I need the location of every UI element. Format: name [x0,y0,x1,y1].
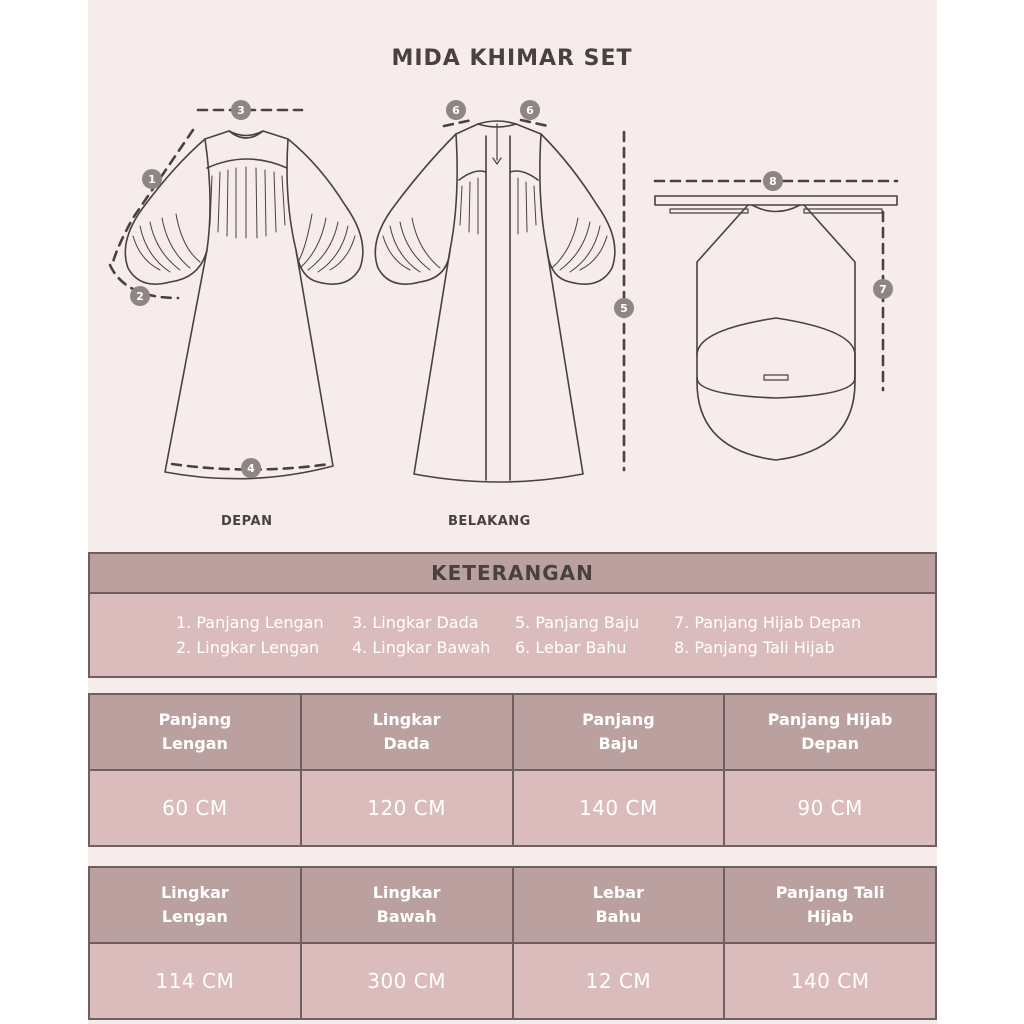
marker-4 [241,458,261,478]
page-title: MIDA KHIMAR SET [391,46,633,71]
marker-1 [142,169,162,189]
legend-item-5: 5. Panjang Baju [515,613,640,632]
marker-8 [763,171,783,191]
marker-2 [130,286,150,306]
value-lingkar-lengan: 114 CM [89,943,301,1019]
legend-column-3 [515,610,639,660]
hijab-drawing [655,196,897,460]
legend-column-4 [674,610,861,660]
marker-5 [614,298,634,318]
value-lingkar-dada: 120 CM [301,770,513,846]
svg-text:8: 8 [769,175,777,188]
svg-text:3: 3 [237,104,245,117]
header-panjang-baju: Panjang Baju [513,694,725,770]
size-table-1-value-row [89,770,936,846]
svg-text:6: 6 [452,104,460,117]
svg-text:2: 2 [136,290,144,303]
svg-text:6: 6 [526,104,534,117]
marker-6-right [520,100,540,120]
svg-text:7: 7 [879,283,887,296]
legend-column-2 [352,610,490,660]
value-lebar-bahu: 12 CM [513,943,725,1019]
marker-6-left [446,100,466,120]
legend-item-4: 4. Lingkar Bawah [352,638,491,657]
size-table-2 [88,866,937,1020]
legend-item-8: 8. Panjang Tali Hijab [674,638,835,657]
size-table-1-header-row [89,694,936,770]
legend-item-1: 1. Panjang Lengan [176,613,324,632]
keterangan-heading: KETERANGAN [90,554,935,594]
header-lingkar-bawah: Lingkar Bawah [301,867,513,943]
header-panjang-lengan: Panjang Lengan [89,694,301,770]
marker-7 [873,279,893,299]
front-view-label: DEPAN [221,514,273,529]
back-dress-drawing [375,121,615,482]
size-table-2-header-row [89,867,936,943]
header-lebar-bahu: Lebar Bahu [513,867,725,943]
svg-text:1: 1 [148,173,156,186]
header-lingkar-dada: Lingkar Dada [301,694,513,770]
legend-item-7: 7. Panjang Hijab Depan [674,613,862,632]
header-panjang-tali-hijab: Panjang Tali Hijab [724,867,936,943]
svg-text:4: 4 [247,462,255,475]
measurement-guides [110,110,897,470]
svg-text:5: 5 [620,302,628,315]
size-table-1 [88,693,937,847]
value-panjang-baju: 140 CM [513,770,725,846]
legend-item-6: 6. Lebar Bahu [515,638,627,657]
value-panjang-tali-hijab: 140 CM [724,943,936,1019]
legend-column-1 [176,610,324,660]
value-panjang-lengan: 60 CM [89,770,301,846]
back-view-label: BELAKANG [448,514,531,529]
header-lingkar-lengan: Lingkar Lengan [89,867,301,943]
marker-3 [231,100,251,120]
size-table-2-value-row [89,943,936,1019]
value-panjang-hijab-depan: 90 CM [724,770,936,846]
value-lingkar-bawah: 300 CM [301,943,513,1019]
header-panjang-hijab-depan: Panjang Hijab Depan [724,694,936,770]
legend-item-2: 2. Lingkar Lengan [176,638,320,657]
legend-item-3: 3. Lingkar Dada [352,613,479,632]
